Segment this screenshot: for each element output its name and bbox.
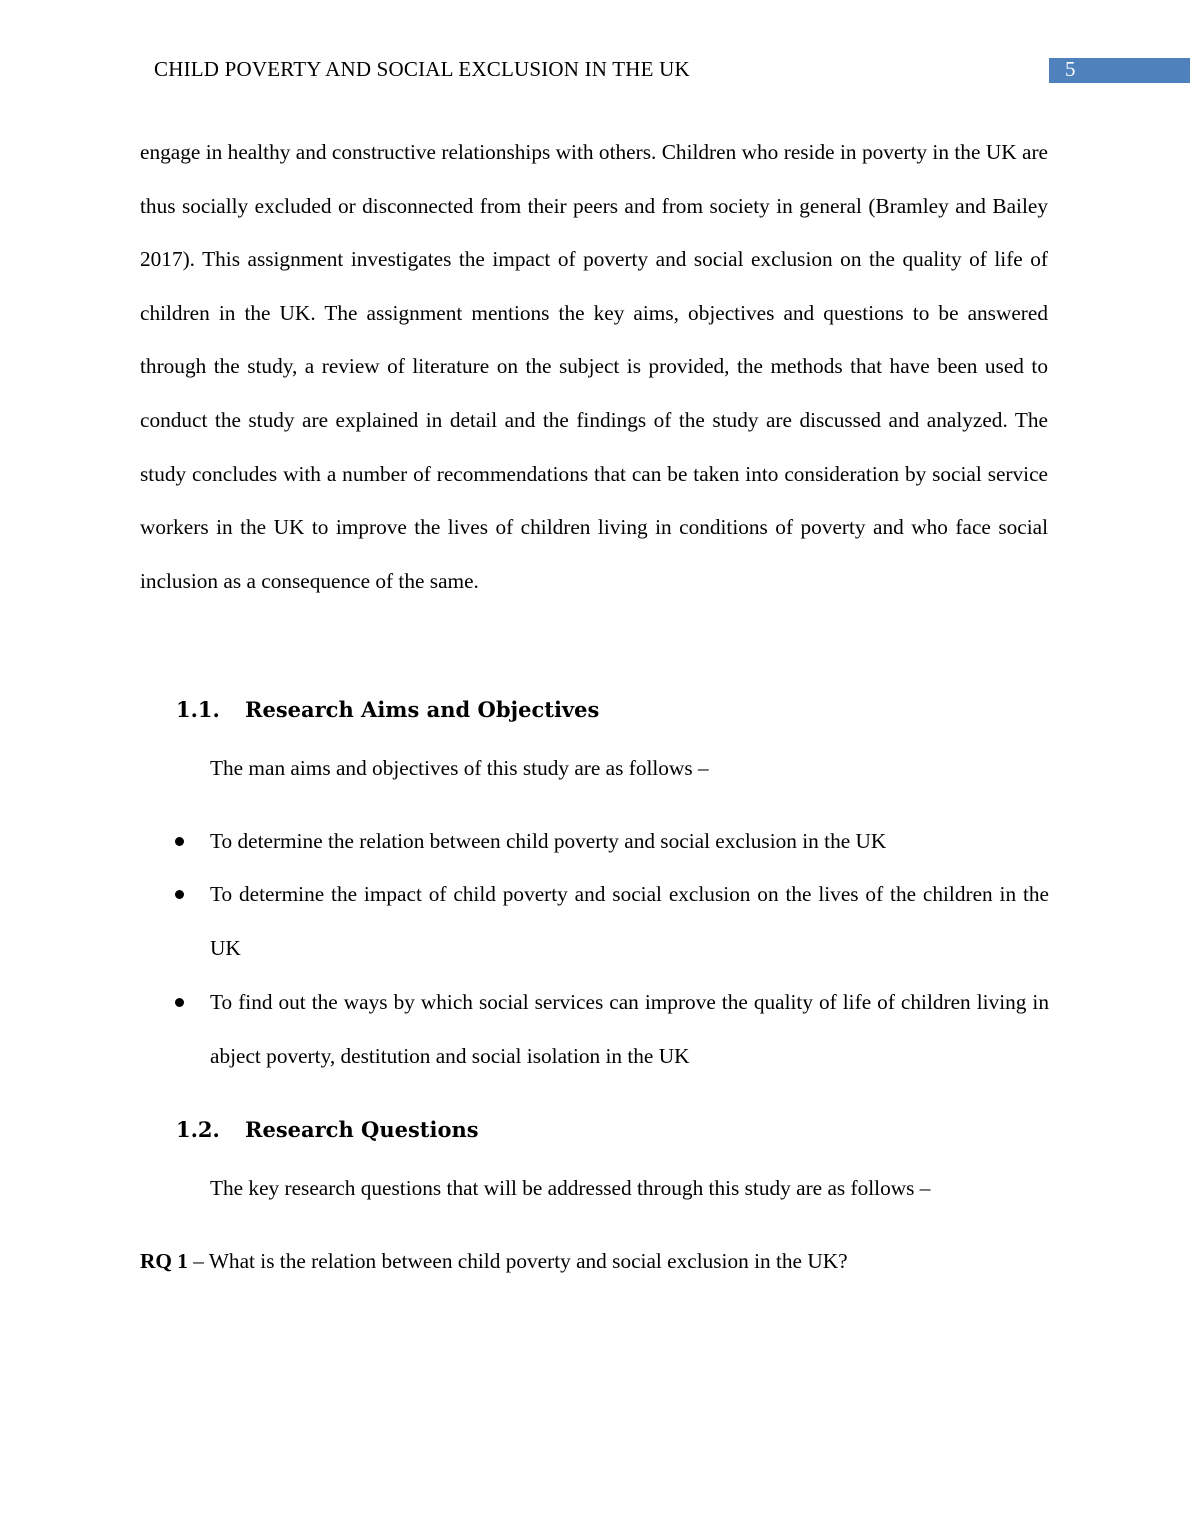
research-question-label: RQ 1	[140, 1249, 188, 1273]
bullet-text: To determine the relation between child poverty and social exclusion in the UK	[210, 829, 887, 853]
research-question-text: – What is the relation between child poverty and social exclusion in the UK?	[187, 1249, 848, 1273]
body-paragraph: engage in healthy and constructive relationships with others. Children who reside in poverty in the UK are thus socially excluded or disconnected from their peers and from society in general (Bramley and Bailey 2017). This assignment investigates the impact of poverty and social exclusion on the quality of life of children in the UK. The assignment mentions the key aims, objectives and questions to be answered through the study, a review of literature on the subject is provided, the methods that have been used to conduct the study are explained in detail and the findings of the study are discussed and analyzed. The study concludes with a number of recommendations that can be taken into consideration by social service workers in the UK to improve the lives of children living in conditions of poverty and who face social inclusion as a consequence of the same.	[140, 140, 1048, 593]
section-title: Research Questions	[245, 1117, 479, 1142]
research-question	[140, 1249, 848, 1274]
section-number: 1.1.	[176, 697, 220, 722]
bullet-item	[210, 976, 1049, 1083]
questions-intro: The key research questions that will be addressed through this study are as follows –	[210, 1176, 931, 1200]
aims-intro: The man aims and objectives of this study are as follows –	[210, 756, 709, 780]
page-number-box	[1049, 58, 1190, 83]
bullet-item	[210, 868, 1049, 975]
section-number: 1.2.	[176, 1117, 220, 1142]
section-heading-questions	[176, 1117, 479, 1142]
bullet-icon	[175, 837, 184, 846]
bullet-text: To find out the ways by which social services can improve the quality of life of children living in abject poverty, destitution and social isolation in the UK	[210, 990, 1049, 1068]
section-heading-aims	[176, 697, 599, 722]
bullet-item	[210, 815, 1049, 869]
bullet-text: To determine the impact of child poverty and social exclusion on the lives of the children in the UK	[210, 882, 1049, 960]
page-number: 5	[1065, 57, 1076, 81]
running-head: CHILD POVERTY AND SOCIAL EXCLUSION IN THE UK	[154, 57, 690, 81]
bullet-icon	[175, 890, 184, 899]
bullet-icon	[175, 998, 184, 1007]
section-title: Research Aims and Objectives	[245, 697, 600, 722]
